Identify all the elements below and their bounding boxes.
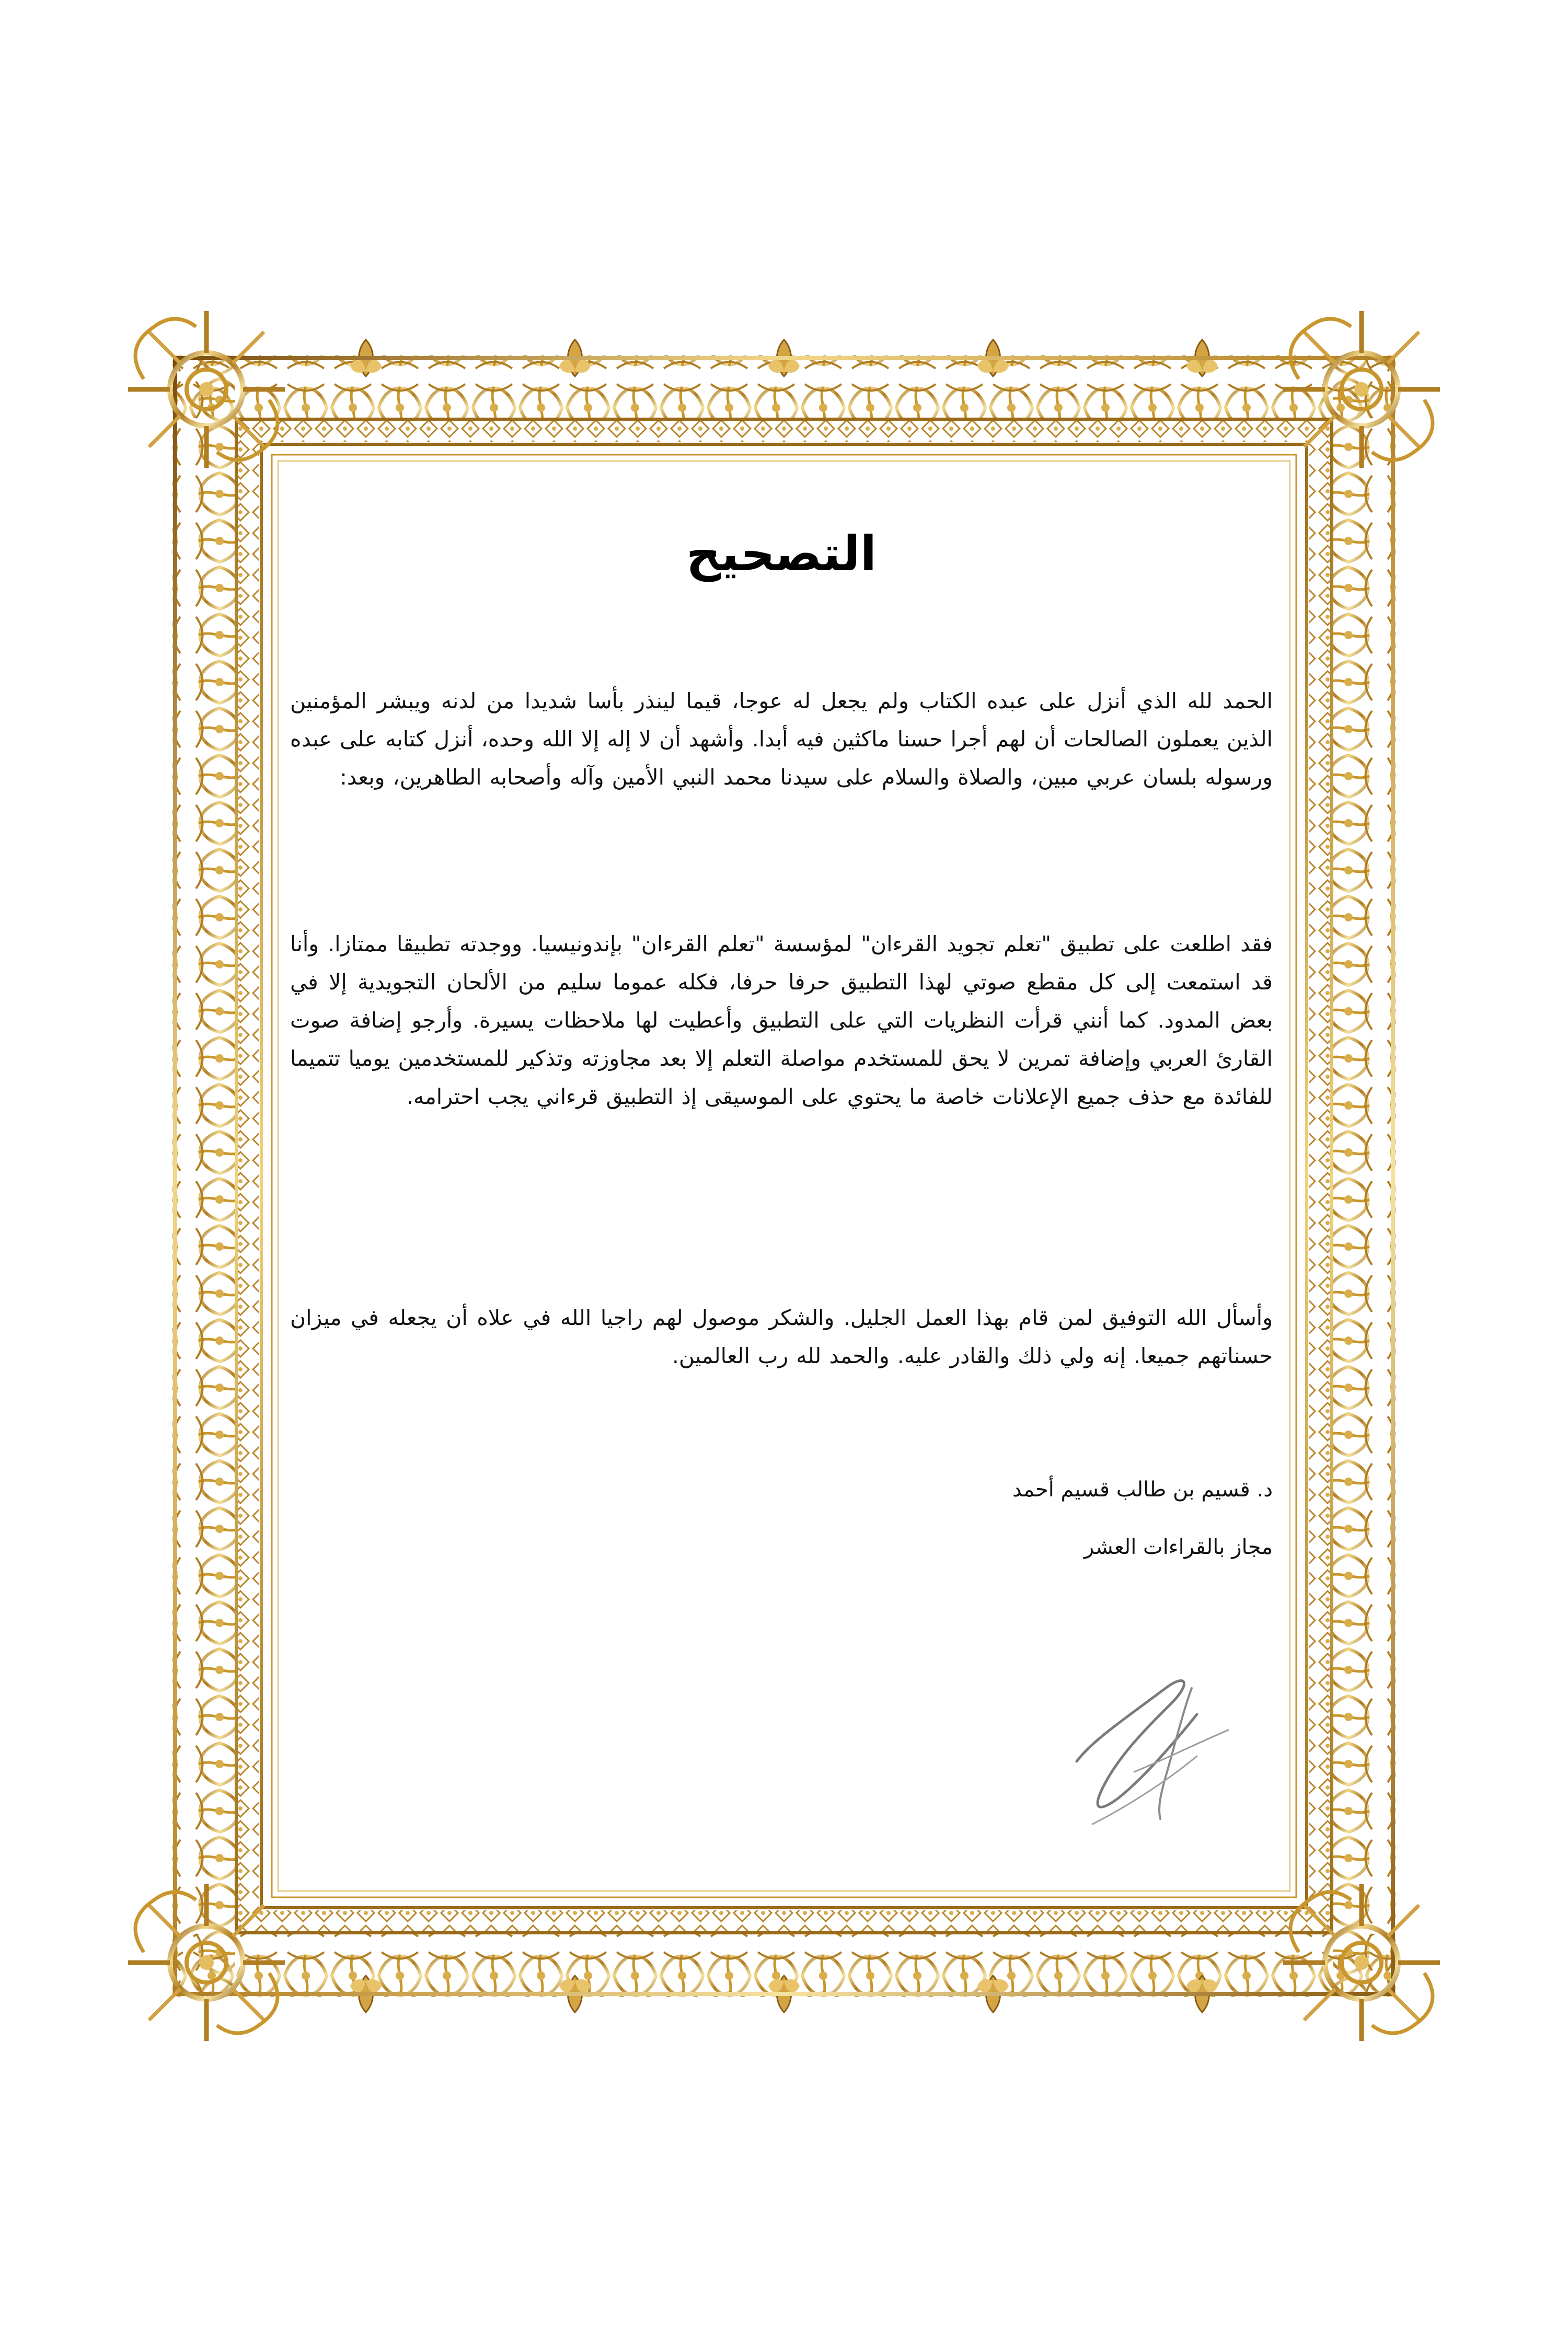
paragraph-intro: الحمد لله الذي أنزل على عبده الكتاب ولم يجعل له عوجا، قيما لينذر بأسا شديدا من لدنه ويبشر المؤمنين الذين يعملون الصالحات أن لهم أجرا حسنا ماكثين فيه أبدا. وأشهد أن لا إله إلا الله وحده، أنزل كتابه على عبده ورسوله بلسان عربي مبين، والصلاة والسلام على سيدنا محمد النبي الأمين وآله وأصحابه الطاهرين، وبعد: [290,688,1273,790]
page-title: التصحيح [686,526,877,582]
handwritten-signature-icon [1061,1652,1260,1850]
paragraph-review: فقد اطلعت على تطبيق "تعلم تجويد القرءان" لمؤسسة "تعلم القرءان" بإندونيسيا. ووجدته تطبيقا ممتازا. وأنا قد استمعت إلى كل مقطع صوتي لهذا التطبيق حرفا حرفا، فكله عموما سليم من الألحان التجويدية إلا في بعض المدود. كما أنني قرأت النظريات التي على التطبيق وأعطيت لها ملاحظات يسيرة. وأرجو إضافة صوت القارئ العربي وإضافة تمرين لا يحق للمستخدم مواصلة التعلم إلا بعد مجاوزته وتذكير للمستخدمين يوميا تتميما للفائدة مع حذف جميع الإعلانات خاصة ما يحتوي على الموسيقى إذ التطبيق قرءاني يجب احترامه. [290,931,1273,1109]
paragraph-closing: وأسأل الله التوفيق لمن قام بهذا العمل الجليل. والشكر موصول لهم راجيا الله في علاه أن يجعله في ميزان حسناتهم جميعا. إنه ولي ذلك والقادر عليه. والحمد لله رب العالمين. [290,1305,1273,1368]
author-title: مجاز بالقراءات العشر [1083,1535,1273,1559]
author-name: د. قسيم بن طالب قسيم أحمد [1012,1478,1273,1502]
